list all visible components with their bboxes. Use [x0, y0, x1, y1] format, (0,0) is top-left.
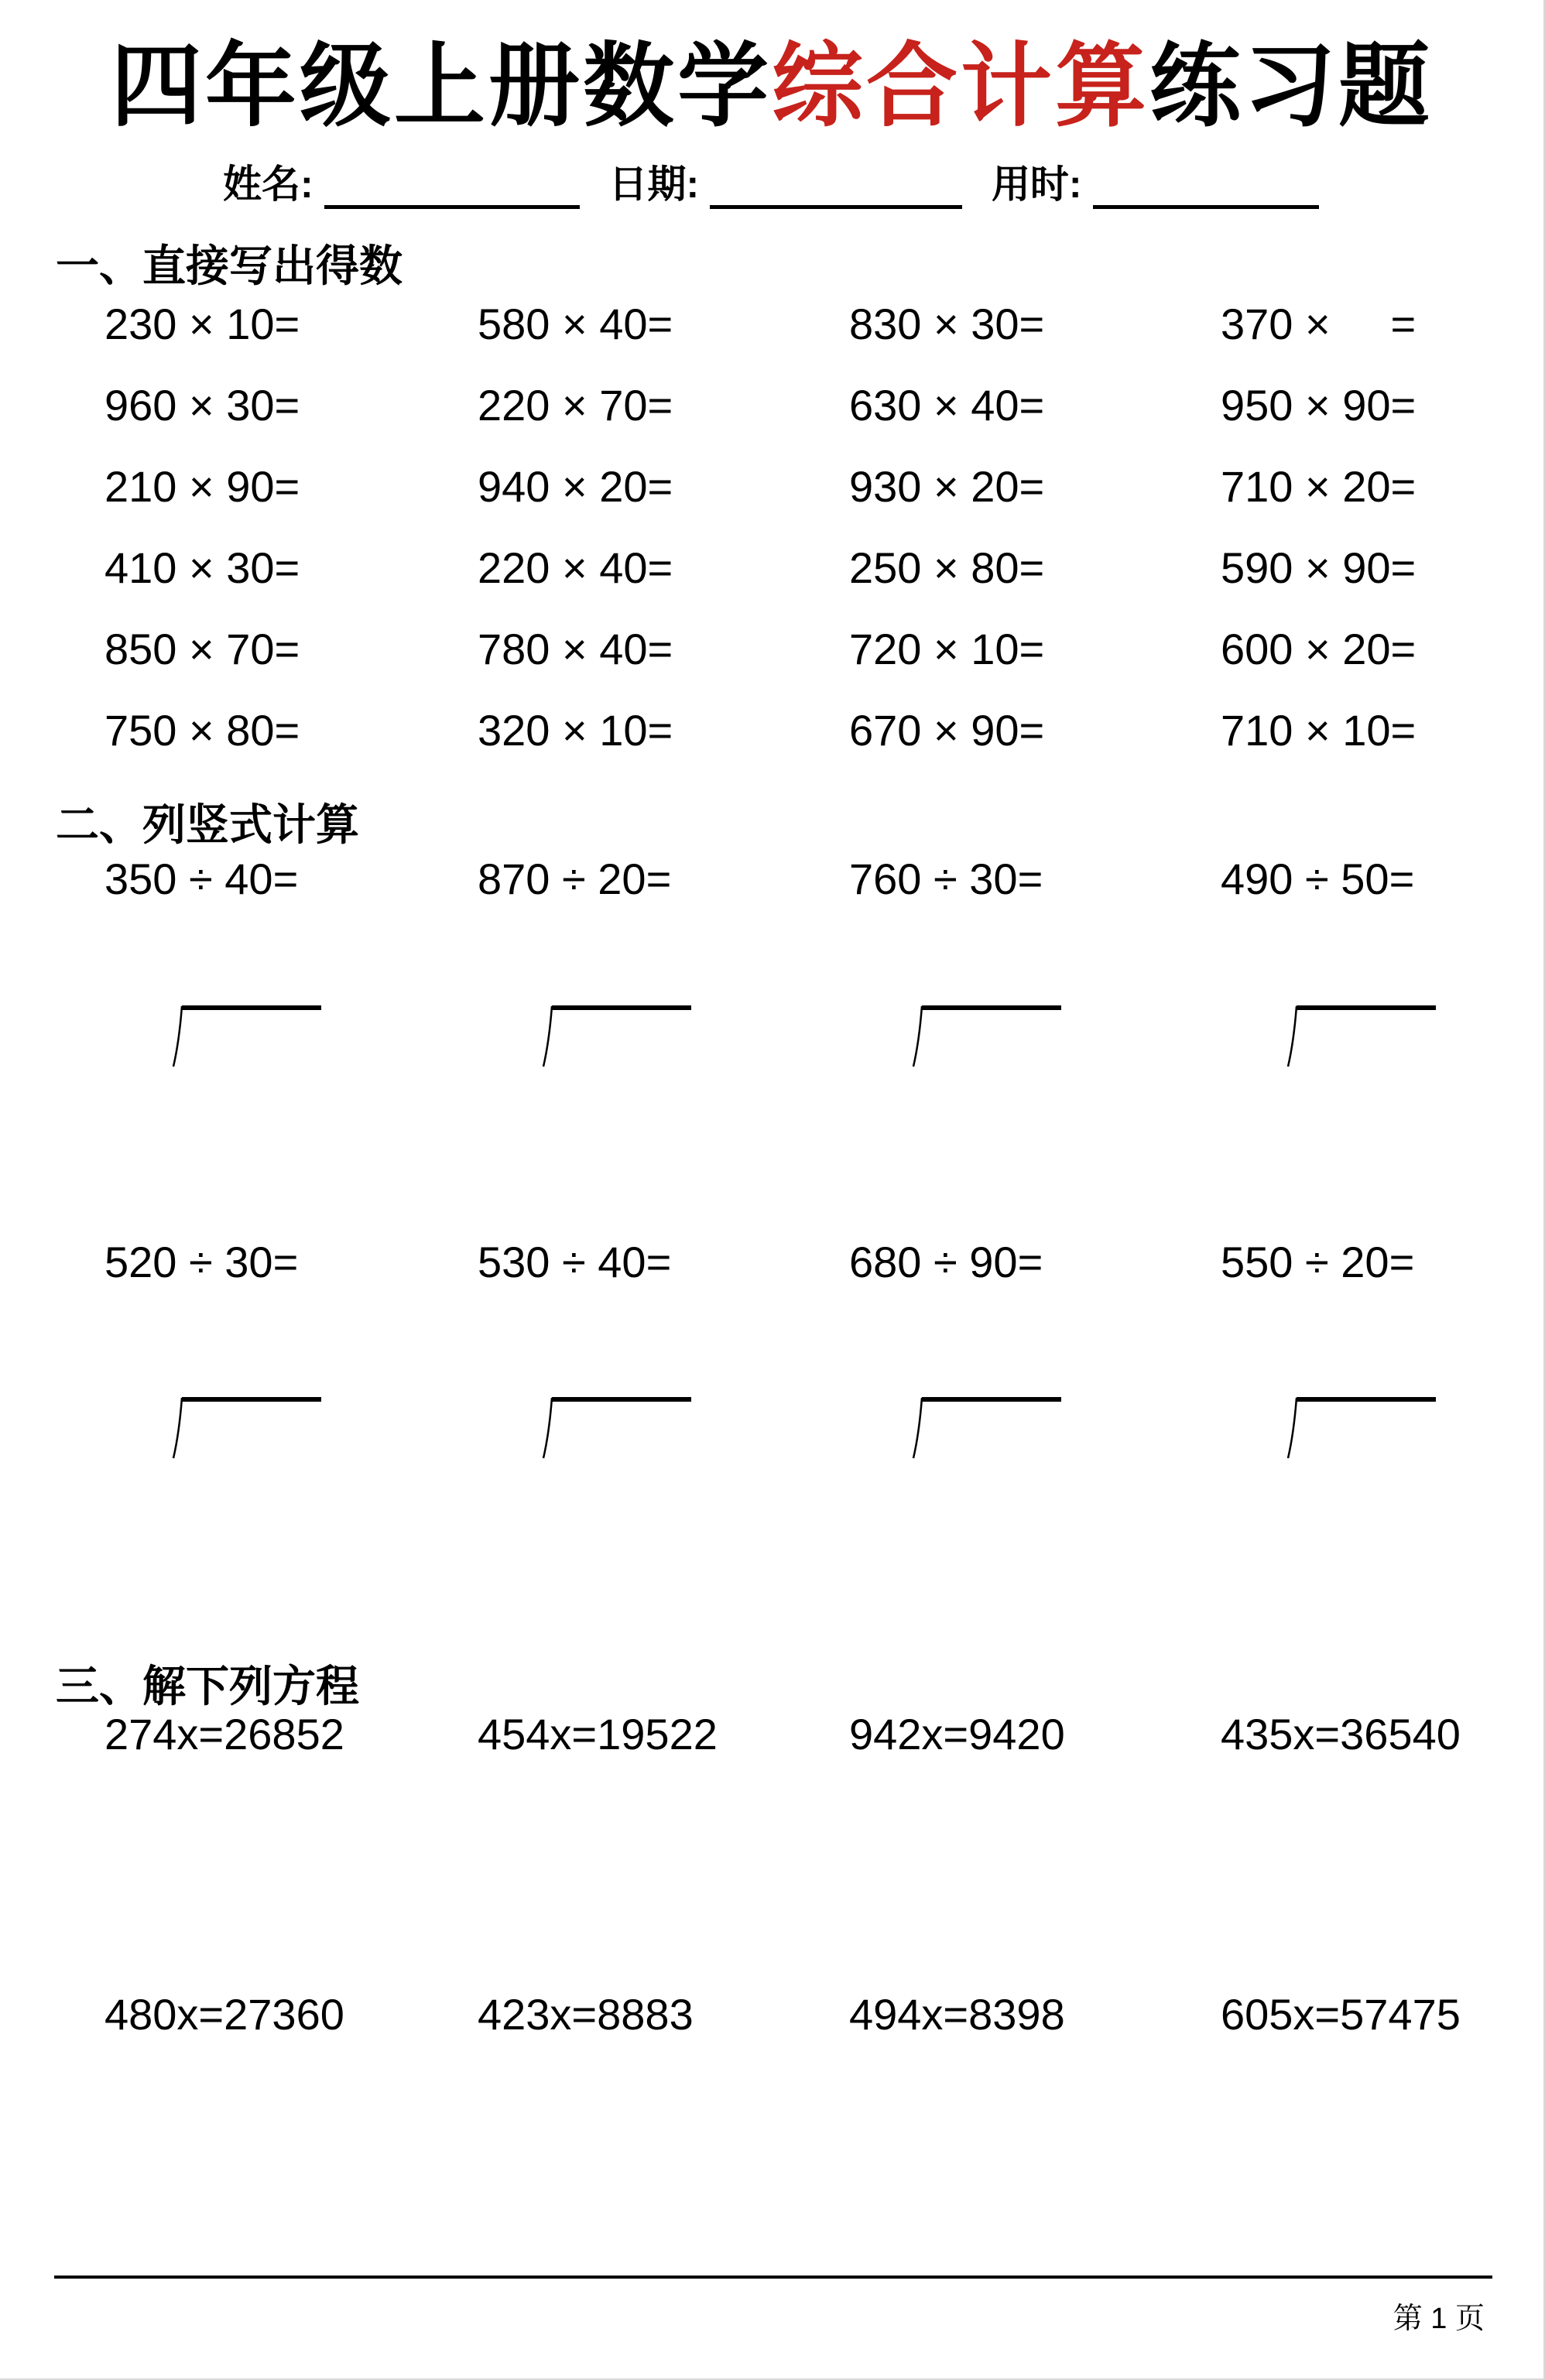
problem-cell: 370 × =	[1221, 300, 1417, 348]
section3-row1	[104, 1711, 1513, 1758]
equation-cell: 480x=27360	[104, 1990, 344, 2039]
problem-cell: 710 × 20=	[1221, 462, 1417, 511]
problem-cell: 350 ÷ 40=	[104, 854, 299, 903]
problem-cell: 930 × 20=	[849, 462, 1045, 511]
problem-cell: 550 ÷ 20=	[1221, 1238, 1415, 1286]
time-blank-field	[1093, 163, 1319, 209]
section2-row1	[104, 855, 1513, 903]
time-label: 用时:	[991, 163, 1082, 206]
name-blank-field	[324, 163, 580, 209]
problem-cell: 600 × 20=	[1221, 625, 1417, 673]
page-title	[0, 12, 1543, 144]
problem-cell: 250 × 80=	[849, 543, 1045, 592]
section2-row2	[104, 1238, 1513, 1286]
problem-cell: 320 × 10=	[478, 706, 673, 755]
problem-cell: 960 × 30=	[104, 381, 300, 430]
equation-cell: 435x=36540	[1221, 1710, 1461, 1758]
division-bracket	[540, 1003, 691, 1068]
problem-cell: 870 ÷ 20=	[478, 854, 672, 903]
header-fields-row	[223, 153, 1338, 209]
problem-cell: 530 ÷ 40=	[478, 1238, 672, 1286]
section1-row4	[104, 544, 1513, 592]
problem-cell: 850 × 70=	[104, 625, 300, 673]
division-bracket	[1284, 1003, 1436, 1068]
division-bracket	[1284, 1395, 1436, 1460]
problem-cell: 580 × 40=	[478, 300, 673, 348]
problem-cell: 710 × 10=	[1221, 706, 1417, 755]
equation-cell: 454x=19522	[478, 1710, 718, 1758]
problem-cell: 210 × 90=	[104, 462, 300, 511]
equation-cell: 423x=8883	[478, 1990, 694, 2039]
division-bracket	[910, 1003, 1061, 1068]
page-number-label: 第 1 页	[1393, 2303, 1485, 2335]
division-bracket	[910, 1395, 1061, 1460]
problem-cell: 230 × 10=	[104, 300, 300, 348]
title-right: 练习题	[1149, 36, 1434, 138]
problem-cell: 220 × 40=	[478, 543, 673, 592]
section1-row3	[104, 463, 1513, 511]
problem-cell: 680 ÷ 90=	[849, 1238, 1043, 1286]
division-bracket	[170, 1003, 321, 1068]
name-label: 姓名:	[223, 163, 313, 206]
problem-cell: 830 × 30=	[849, 300, 1045, 348]
problem-cell: 720 × 10=	[849, 625, 1045, 673]
equation-cell: 494x=8398	[849, 1990, 1065, 2039]
problem-cell: 670 × 90=	[849, 706, 1045, 755]
problem-cell: 950 × 90=	[1221, 381, 1417, 430]
problem-cell: 520 ÷ 30=	[104, 1238, 299, 1286]
title-highlight: 综合计算	[771, 36, 1149, 138]
equation-cell: 605x=57475	[1221, 1990, 1461, 2039]
problem-cell: 940 × 20=	[478, 462, 673, 511]
problem-cell: 630 × 40=	[849, 381, 1045, 430]
section3-heading: 三、解下列方程	[56, 1662, 359, 1711]
title-left: 四年级上册数学	[110, 36, 772, 138]
date-blank-field	[710, 163, 962, 209]
section1-row2	[104, 382, 1513, 430]
problem-cell: 410 × 30=	[104, 543, 300, 592]
footer-divider	[54, 2276, 1492, 2279]
problem-cell: 220 × 70=	[478, 381, 673, 430]
problem-cell: 760 ÷ 30=	[849, 854, 1043, 903]
problem-cell: 490 ÷ 50=	[1221, 854, 1415, 903]
section1-row6	[104, 707, 1513, 755]
section1-row1	[104, 300, 1513, 348]
equation-cell: 274x=26852	[104, 1710, 344, 1758]
date-label: 日期:	[608, 163, 700, 206]
section3-row2	[104, 1991, 1513, 2039]
equation-cell: 942x=9420	[849, 1710, 1065, 1758]
problem-cell: 590 × 90=	[1221, 543, 1417, 592]
division-bracket	[170, 1395, 321, 1460]
section1-heading: 一、直接写出得数	[56, 241, 403, 290]
division-bracket	[540, 1395, 691, 1460]
problem-cell: 750 × 80=	[104, 706, 300, 755]
section1-row5	[104, 625, 1513, 673]
section2-heading: 二、列竖式计算	[56, 800, 359, 849]
problem-cell: 780 × 40=	[478, 625, 673, 673]
